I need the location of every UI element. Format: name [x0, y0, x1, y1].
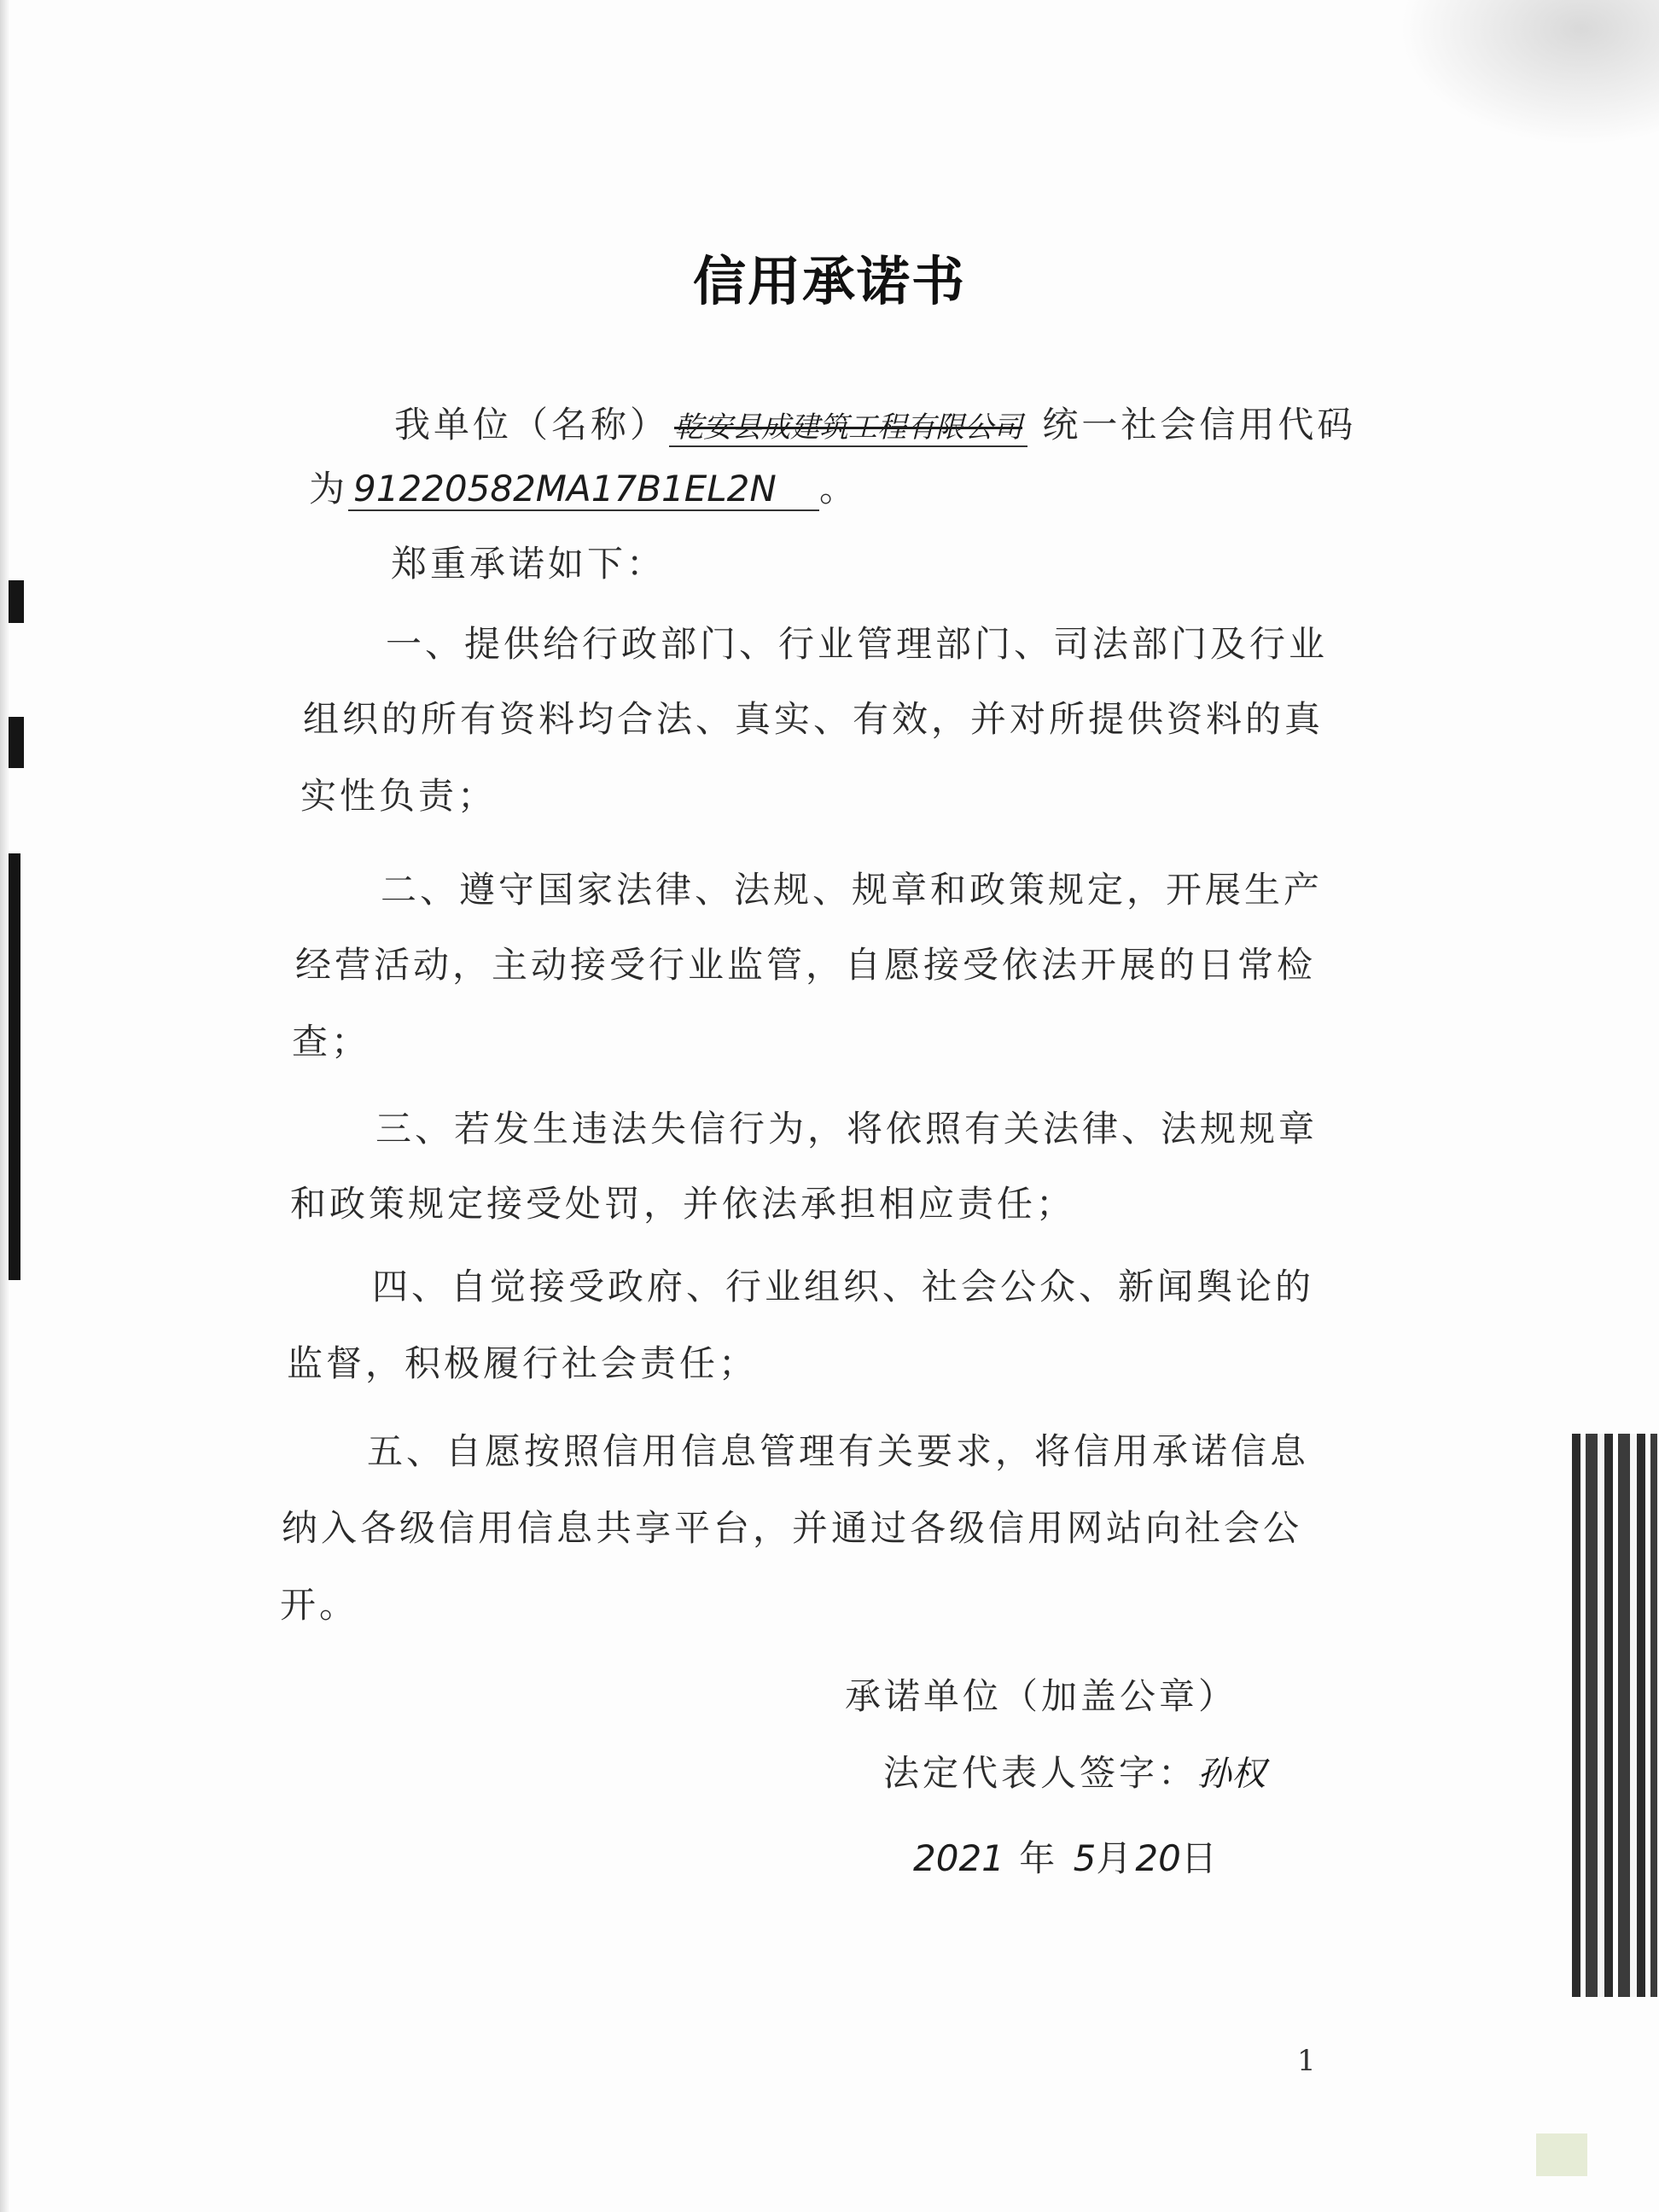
intro-prefix: 我单位（名称）: [394, 404, 670, 445]
pledge-line: 三、若发生违法失信行为，将依照有关法律、法规规章: [375, 1108, 1318, 1150]
pledge-line: 四、自觉接受政府、行业组织、社会公众、新闻舆论的: [372, 1266, 1315, 1307]
pledge-line: 一、提供给行政部门、行业管理部门、司法部门及行业: [386, 623, 1329, 665]
intro-line-2: [309, 461, 859, 512]
legal-rep-label: 法定代表人签字：: [883, 1752, 1198, 1794]
date-line: [913, 1831, 1220, 1882]
pledge-line: 组织的所有资料均合法、真实、有效，并对所提供资料的真: [303, 698, 1324, 740]
commitment-unit-label: 承诺单位（加盖公章）: [845, 1675, 1238, 1717]
pledge-line: 监督，积极履行社会责任；: [287, 1342, 759, 1384]
pledge-line: 查；: [292, 1021, 371, 1062]
scan-mark: [9, 717, 24, 768]
pledge-intro: 郑重承诺如下：: [391, 543, 667, 585]
date-month-char: 月: [1096, 1837, 1136, 1879]
pledge-line: 二、遵守国家法律、法规、规章和政策规定，开展生产: [381, 869, 1324, 911]
pledge-line: 和政策规定接受处罚，并依法承担相应责任；: [290, 1183, 1076, 1225]
date-month: 5: [1073, 1837, 1097, 1879]
scan-stain: [1536, 2133, 1587, 2176]
credit-code-label: 统一社会信用代码: [1042, 404, 1357, 445]
date-year-char: 年: [1019, 1837, 1059, 1879]
date-day: 20: [1135, 1837, 1181, 1879]
intro-line-1: [394, 397, 1356, 448]
date-day-char: 日: [1180, 1837, 1220, 1879]
code-end: 。: [819, 468, 859, 509]
legal-rep-signature: 孙权: [1197, 1755, 1266, 1794]
pledge-line: 实性负责；: [300, 775, 498, 817]
scan-mark: [9, 853, 20, 1280]
pledge-line: 纳入各级信用信息共享平台，并通过各级信用网站向社会公: [282, 1507, 1303, 1549]
scan-noise: [1400, 0, 1659, 145]
pledge-line: 五、自愿按照信用信息管理有关要求，将信用承诺信息: [367, 1430, 1310, 1472]
pledge-line: 开。: [280, 1584, 359, 1626]
scan-mark: [9, 580, 24, 623]
code-prefix: 为: [309, 468, 349, 509]
page-number: 1: [1297, 2044, 1316, 2078]
document-title: 信用承诺书: [692, 250, 966, 312]
pledge-line: 经营活动，主动接受行业监管，自愿接受依法开展的日常检: [295, 944, 1317, 986]
legal-rep-line: [883, 1745, 1266, 1796]
scan-strip: [1572, 1434, 1657, 1997]
credit-code-handwritten: 91220582MA17B1EL2N: [348, 468, 819, 511]
unit-name-handwritten: 乾安县成建筑工程有限公司: [669, 404, 1027, 447]
date-year: 2021: [913, 1837, 1004, 1879]
